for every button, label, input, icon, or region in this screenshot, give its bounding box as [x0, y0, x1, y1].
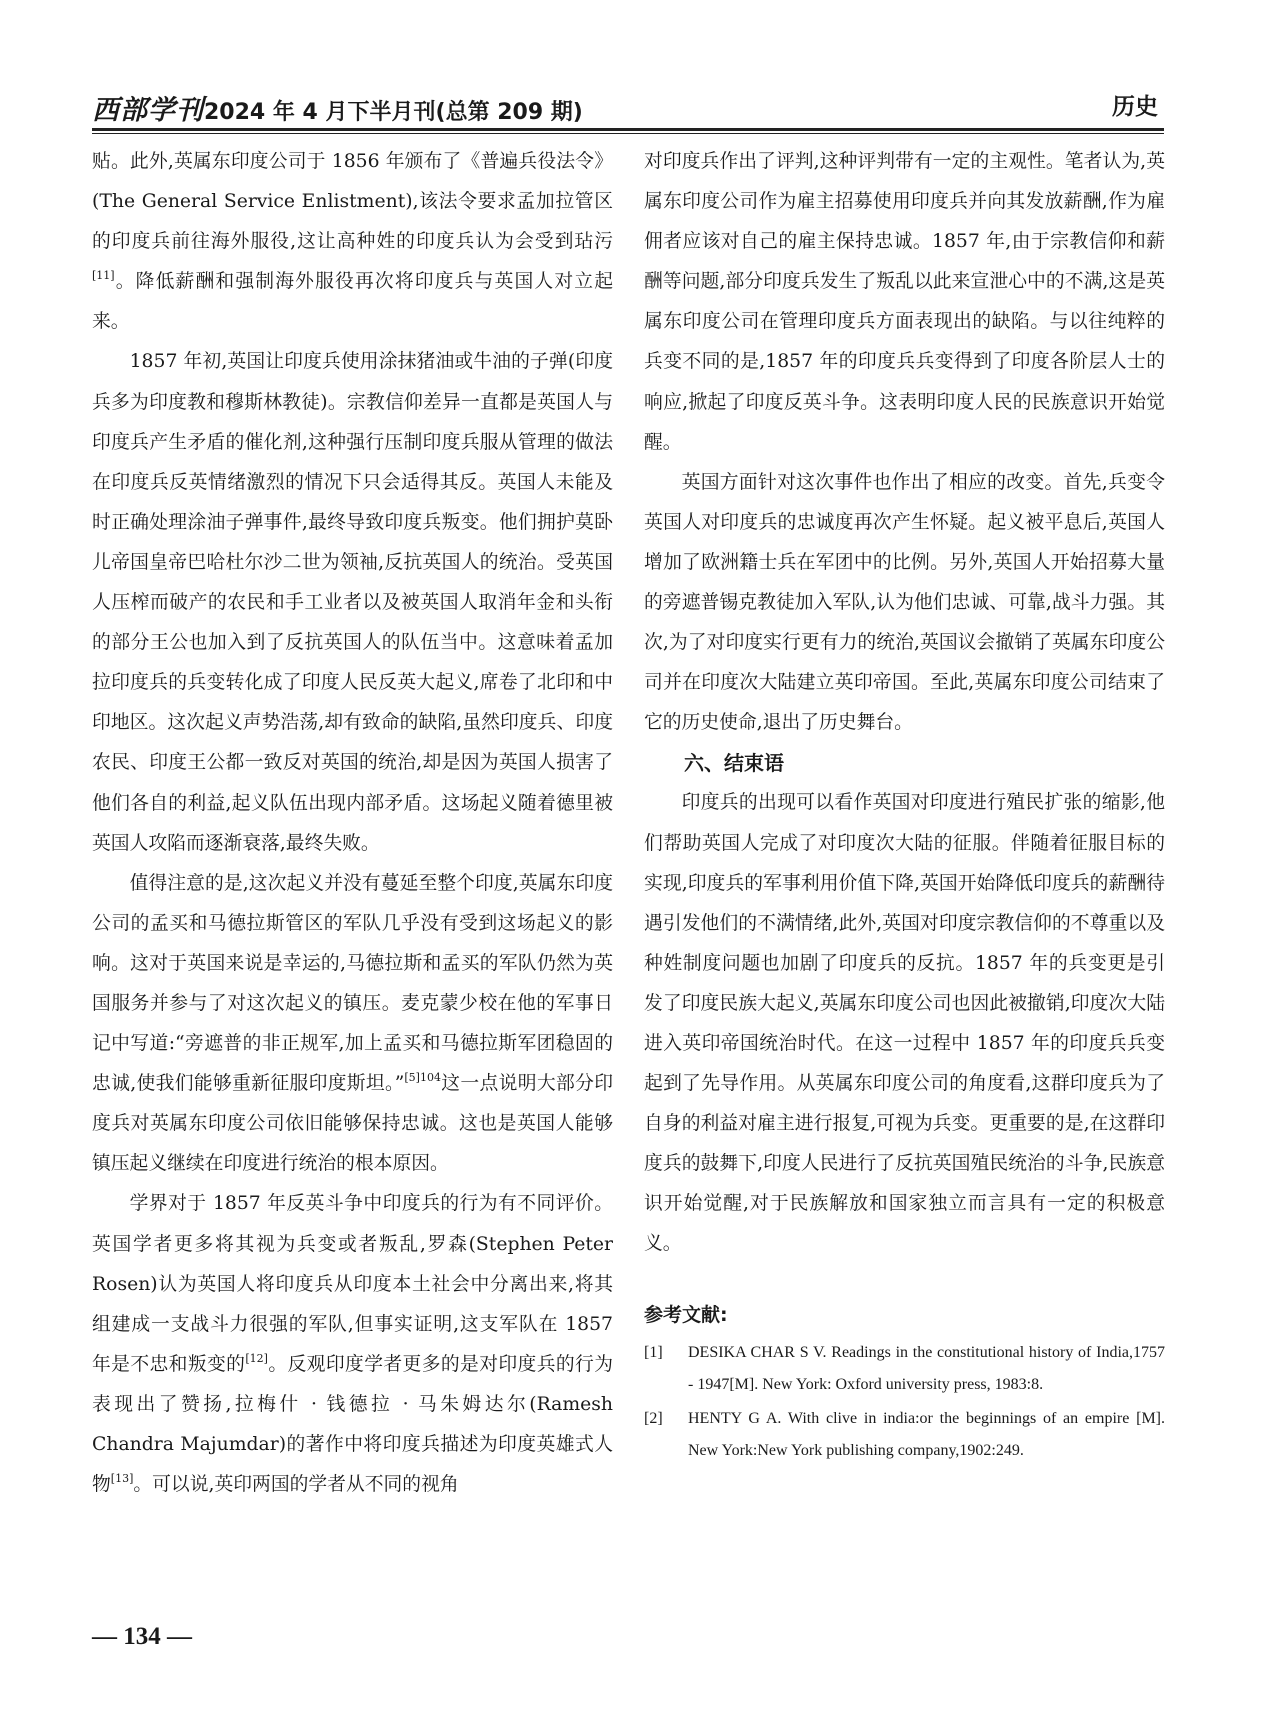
section-heading: 六、结束语	[684, 751, 784, 776]
paragraph: 英国方面针对这次事件也作出了相应的改变。首先,兵变令英国人对印度兵的忠诚度再次产生怀疑。起义被平息后,英国人增加了欧洲籍士兵在军团中的比例。另外,英国人开始招募大量的旁遮普锡克教徒加入军队,认为他们忠诚、可靠,战斗力强。其次,为了对印度实行更有力的统治,英国议会撤销了英属东印度公司并在印度次大陆建立英印帝国。至此,英属东印度公司结束了它的历史使命,退出了历史舞台。	[644, 471, 1165, 734]
paragraph: 值得注意的是,这次起义并没有蔓延至整个印度,英属东印度公司的孟买和马德拉斯管区的军队几乎没有受到这场起义的影响。这对于英国来说是幸运的,马德拉斯和孟买的军队仍然为英国服务并参与了对这次起义的镇压。麦克蒙少校在他的军事日记中写道:“旁遮普的非正规军,加上孟买和马德拉斯军团稳固的忠诚,使我们能够重新征服印度斯坦。”$^{[5]104}$这一点说明大部分印度兵对英属东印度公司依旧能够保持忠诚。这也是英国人能够镇压起义继续在印度进行统治的根本原因。	[92, 872, 613, 1175]
paragraph: 贴。此外,英属东印度公司于 1856 年颁布了《普遍兵役法令》(The General Service Enlistment),该法令要求孟加拉管区的印度兵前往海外服役,这让高种姓的印度兵认为会受到玷污[11]。降低薪酬和强制海外服役再次将印度兵与英国人对立起来。	[92, 151, 613, 333]
references-title: 参考文献:	[644, 1303, 728, 1326]
page-number: — 134 —	[92, 1623, 192, 1650]
citation: [5]104	[404, 1071, 441, 1085]
paragraph: 学界对于 1857 年反英斗争中印度兵的行为有不同评价。英国学者更多将其视为兵变或者叛乱,罗森(Stephen Peter Rosen)认为英国人将印度兵从印度本土社会中分离出来,将其组建成一支战斗力很强的军队,但事实证明,这支军队在 1857 年是不忠和叛变的[12]。反观印度学者更多的是对印度兵的行为表现出了赞扬,拉梅什 · 钱德拉 · 马朱姆达尔(Ramesh Chandra Majumdar)的著作中将印度兵描述为印度英雄式人物[13]。可以说,英印两国的学者从不同的视角	[92, 1193, 614, 1496]
reference-number: [2]	[644, 1409, 663, 1427]
right-column	[644, 142, 1165, 1467]
journal-header	[92, 88, 583, 127]
section-label: 历史	[1112, 94, 1158, 120]
reference-number: [1]	[644, 1343, 663, 1361]
paragraph: 对印度兵作出了评判,这种评判带有一定的主观性。笔者认为,英属东印度公司作为雇主招募使用印度兵并向其发放薪酬,作为雇佣者应该对自己的雇主保持忠诚。1857 年,由于宗教信仰和薪酬等问题,部分印度兵发生了叛乱以此来宣泄心中的不满,这是英属东印度公司在管理印度兵方面表现出的缺陷。与以往纯粹的兵变不同的是,1857 年的印度兵兵变得到了印度各阶层人士的响应,掀起了印度反英斗争。这表明印度人民的民族意识开始觉醒。	[644, 151, 1165, 453]
journal-logo: 西部学刊	[92, 95, 204, 126]
reference-item	[644, 1403, 1165, 1467]
issue-info: 2024 年 4 月下半月刊(总第 209 期)	[204, 100, 583, 125]
reference-text: HENTY G A. With clive in india:or the beginnings of an empire [M]. New York:New York publishing company,1902:249.	[688, 1409, 1165, 1459]
citation: [13]	[110, 1472, 134, 1486]
citation: [12]	[245, 1351, 268, 1365]
paragraph: 印度兵的出现可以看作英国对印度进行殖民扩张的缩影,他们帮助英国人完成了对印度次大陆的征服。伴随着征服目标的实现,印度兵的军事利用价值下降,英国开始降低印度兵的薪酬待遇引发他们的不满情绪,此外,英国对印度宗教信仰的不尊重以及种姓制度问题也加剧了印度兵的反抗。1857 年的兵变更是引发了印度民族大起义,英属东印度公司也因此被撤销,印度次大陆进入英印帝国统治时代。在这一过程中 1857 年的印度兵兵变起到了先导作用。从英属东印度公司的角度看,这群印度兵为了自身的利益对雇主进行报复,可视为兵变。更重要的是,在这群印度兵的鼓舞下,印度人民进行了反抗英国殖民统治的斗争,民族意识开始觉醒,对于民族解放和国家独立而言具有一定的积极意义。	[644, 792, 1165, 1255]
reference-text: DESIKA CHAR S V. Readings in the constitutional history of India,1757 - 1947[M]. New York: Oxford university press, 1983:8.	[688, 1343, 1165, 1393]
reference-item	[644, 1337, 1165, 1401]
header-rule-thin	[92, 133, 1164, 134]
page-header	[92, 80, 1164, 130]
citation: [11]	[92, 269, 115, 283]
paragraph: 1857 年初,英国让印度兵使用涂抹猪油或牛油的子弹(印度兵多为印度教和穆斯林教徒)。宗教信仰差异一直都是英国人与印度兵产生矛盾的催化剂,这种强行压制印度兵服从管理的做法在印度兵反英情绪激烈的情况下只会适得其反。英国人未能及时正确处理涂油子弹事件,最终导致印度兵叛变。他们拥护莫卧儿帝国皇帝巴哈杜尔沙二世为领袖,反抗英国人的统治。受英国人压榨而破产的农民和手工业者以及被英国人取消年金和头衔的部分王公也加入到了反抗英国人的队伍当中。这意味着孟加拉印度兵的兵变转化成了印度人民反英大起义,席卷了北印和中印地区。这次起义声势浩荡,却有致命的缺陷,虽然印度兵、印度农民、印度王公都一致反对英国的统治,却是因为英国人损害了他们各自的利益,起义队伍出现内部矛盾。这场起义随着德里被英国人攻陷而逐渐衰落,最终失败。	[92, 351, 613, 854]
header-rule	[92, 128, 1164, 131]
left-column	[92, 142, 613, 1505]
